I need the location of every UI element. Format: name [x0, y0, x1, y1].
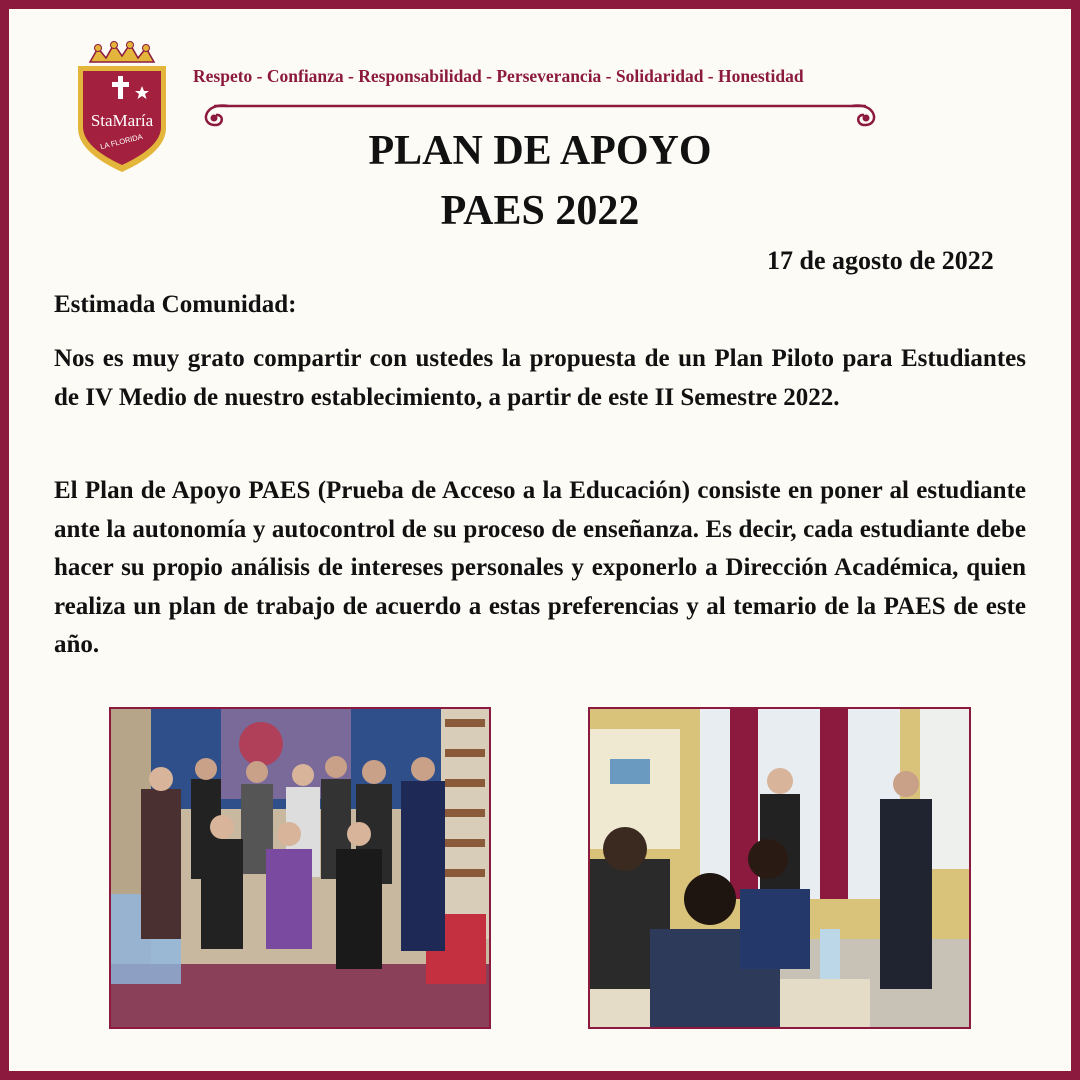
- school-values: Respeto - Confianza - Responsabilidad - Perseverancia - Solidaridad - Honestidad: [193, 66, 804, 86]
- document-date: 17 de agosto de 2022: [767, 246, 994, 275]
- crown-icon: [90, 42, 154, 63]
- paragraph-2: El Plan de Apoyo PAES (Prueba de Acceso a la Educación) consiste en poner al estudiante ante la autonomía y autocontrol de su proceso de enseñanza. Es decir, cada estudiante debe hacer su propio análisis de intereses personales y exponerlo a Dirección Académica, quien realiza un plan de trabajo de acuerdo a estas preferencias y al temario de la PAES de este año.: [54, 477, 1026, 658]
- logo-text: StaMaría: [90, 111, 154, 130]
- paragraph-1: Nos es muy grato compartir con ustedes la propuesta de un Plan Piloto para Estudiantes de IV Medio de nuestro establecimiento, a partir de este II Semestre 2022.: [54, 345, 1026, 411]
- logo-subtext: LA FLORIDA: [99, 131, 144, 152]
- classroom-photo: [588, 707, 971, 1029]
- title-line-1: PLAN DE APOYO: [368, 128, 712, 174]
- greeting: Estimada Comunidad:: [54, 291, 297, 318]
- group-photo-library: [109, 707, 491, 1029]
- title-line-2: PAES 2022: [440, 188, 640, 234]
